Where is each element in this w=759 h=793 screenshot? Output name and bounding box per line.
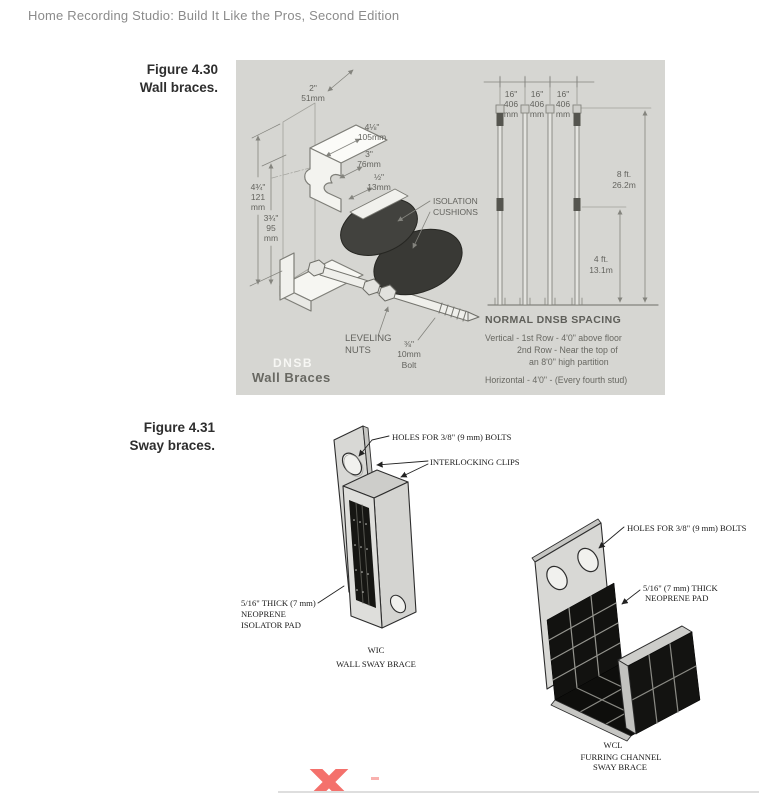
svg-text:406: 406 (503, 99, 519, 109)
svg-text:10mm: 10mm (397, 349, 421, 359)
wic-illustration (241, 426, 520, 669)
running-header: Home Recording Studio: Build It Like the Pros, Second Edition (28, 8, 400, 23)
svg-text:3¾": 3¾" (263, 213, 279, 223)
wic-code-label: WIC (367, 645, 385, 655)
svg-text:mm: mm (555, 109, 571, 119)
svg-text:NUTS: NUTS (345, 345, 371, 356)
svg-text:½": ½" (373, 172, 385, 182)
wcl-illustration (532, 519, 747, 771)
wic-clips-label: INTERLOCKING CLIPS (430, 457, 520, 467)
svg-text:mm: mm (503, 109, 519, 119)
wcl-code-label: WCL (603, 740, 623, 750)
svg-text:3": 3" (365, 149, 373, 159)
bolt-hex-head (308, 260, 325, 276)
svg-text:SWAY BRACE: SWAY BRACE (592, 762, 648, 771)
svg-text:mm: mm (529, 109, 545, 119)
svg-text:NEOPRENE: NEOPRENE (241, 609, 286, 619)
svg-text:16": 16" (530, 89, 544, 99)
stud-3 (548, 112, 552, 305)
svg-text:95: 95 (266, 223, 276, 233)
height-8ft-label: 8 ft. (616, 169, 632, 179)
red-x-mark (306, 769, 356, 793)
svg-text:13mm: 13mm (367, 182, 391, 192)
svg-text:ISOLATOR PAD: ISOLATOR PAD (241, 620, 301, 630)
stud-2 (523, 112, 527, 305)
figure-431-caption (95, 419, 215, 455)
svg-text:16": 16" (556, 89, 570, 99)
wic-holes-label: HOLES FOR 3/8" (9 mm) BOLTS (392, 432, 512, 442)
figure-431-subtitle: Sway braces. (129, 438, 215, 453)
svg-text:an 8'0" high partition: an 8'0" high partition (529, 357, 609, 367)
figure-431-title: Figure 4.31 (143, 420, 215, 435)
bolt-label: ⅜" (403, 339, 415, 349)
svg-text:13.1m: 13.1m (589, 265, 613, 275)
isolation-cushions-label: ISOLATION (433, 196, 478, 206)
wic-pad-label: 5/16" THICK (7 mm) (241, 598, 316, 608)
wic-name-label: WALL SWAY BRACE (336, 659, 416, 669)
svg-text:51mm: 51mm (301, 93, 325, 103)
wcl-holes-label: HOLES FOR 3/8" (9 mm) BOLTS (627, 523, 747, 533)
figure-430-subtitle: Wall braces. (139, 80, 218, 95)
svg-text:2": 2" (309, 83, 317, 93)
svg-text:CUSHIONS: CUSHIONS (433, 207, 478, 217)
svg-text:406: 406 (555, 99, 571, 109)
page-bottom-edge (278, 791, 759, 793)
svg-text:mm: mm (250, 202, 266, 212)
dnsb-label: DNSB (273, 356, 314, 370)
svg-text:121: 121 (250, 192, 266, 202)
svg-text:NEOPRENE PAD: NEOPRENE PAD (645, 593, 709, 603)
svg-text:4⅛": 4⅛" (364, 122, 380, 132)
svg-text:406: 406 (529, 99, 545, 109)
figure-430-diagram (232, 60, 665, 395)
svg-text:Vertical - 1st Row - 4'0" abov: Vertical - 1st Row - 4'0" above floor (485, 333, 622, 343)
figure-430-caption (98, 61, 218, 97)
svg-text:Horizontal - 4'0" - (Every fou: Horizontal - 4'0" - (Every fourth stud) (485, 375, 628, 385)
svg-text:4¾": 4¾" (250, 182, 266, 192)
normal-dnsb-spacing-heading: NORMAL DNSB SPACING (485, 314, 622, 326)
figure-431-diagram (230, 420, 759, 771)
svg-text:Bolt: Bolt (401, 360, 417, 370)
svg-text:2nd Row - Near the top of: 2nd Row - Near the top of (517, 345, 618, 355)
svg-text:mm: mm (263, 233, 279, 243)
wcl-name-label: FURRING CHANNEL (580, 752, 662, 762)
svg-text:76mm: 76mm (357, 159, 381, 169)
red-dash-artifact (371, 777, 379, 780)
leveling-nuts-label: LEVELING (345, 333, 392, 344)
svg-text:26.2m: 26.2m (612, 180, 636, 190)
svg-text:105mm: 105mm (357, 132, 387, 142)
svg-text:16": 16" (504, 89, 518, 99)
wall-braces-label: Wall Braces (252, 370, 331, 385)
height-4ft-label: 4 ft. (593, 254, 609, 264)
wcl-pad-label: 5/16" (7 mm) THICK (643, 583, 718, 593)
figure-430-title: Figure 4.30 (146, 62, 218, 77)
